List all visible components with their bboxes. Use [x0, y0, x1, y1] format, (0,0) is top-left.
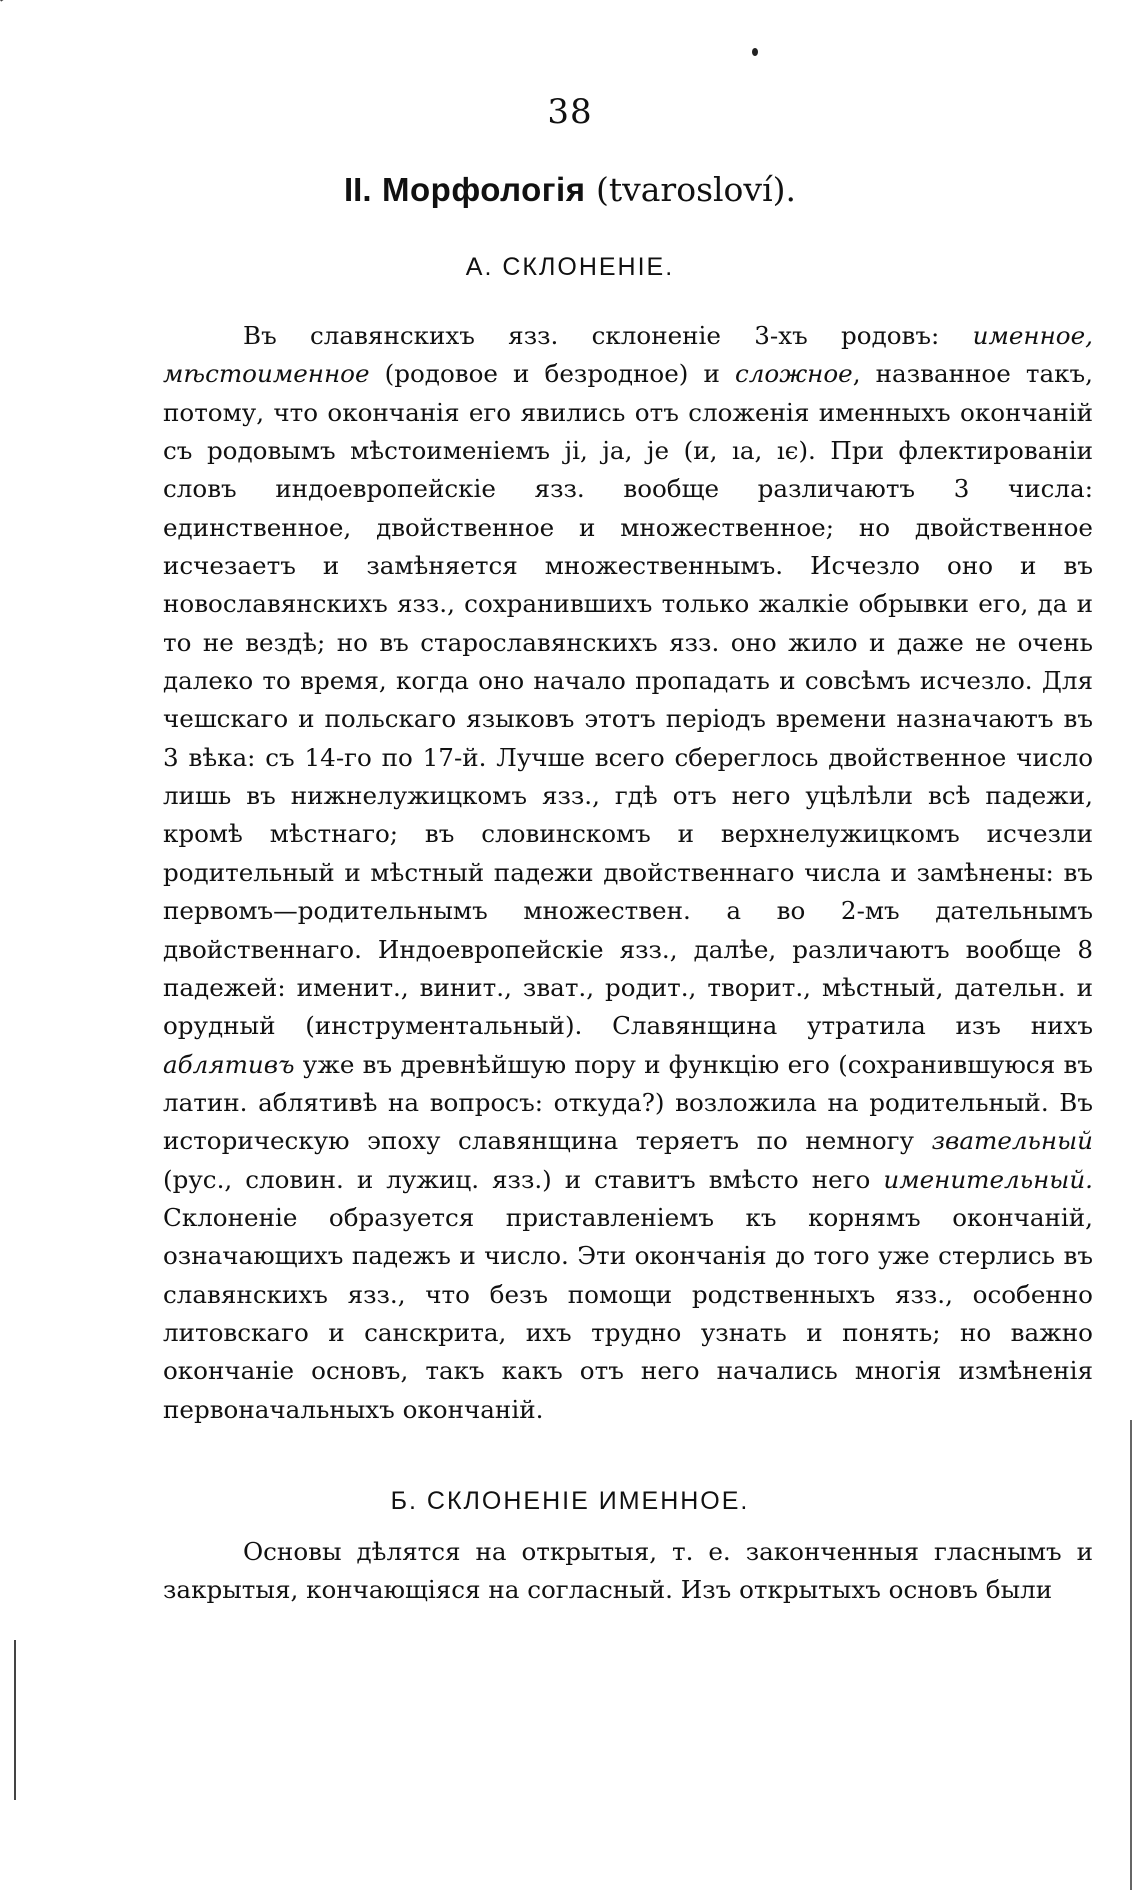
text-run: (родовое и безродное) и [369, 359, 735, 389]
italic-term: именное, мѣстоименное [163, 321, 1093, 389]
chapter-title [0, 170, 1140, 209]
italic-term: аблятивъ [163, 1049, 295, 1079]
section-heading-noun-declension: Б. СКЛОНЕНІЕ ИМЕННОЕ. [390, 1487, 750, 1515]
italic-term: сложное [734, 359, 853, 389]
text-run: уже въ древнѣйшую пору и функцію его (сохранившуюся въ латин. аблятивѣ на вопросъ: откуда?) возложила на родительный. Въ историческую эпоху славянщина теряетъ по немногу [163, 1049, 1093, 1156]
text-run: Основы дѣлятся на открытыя, т. е. законченныя гласнымъ и закрытыя, кончающіяся на согласный. Изъ открытыхъ основъ были [163, 1537, 1093, 1605]
paragraph-declension [163, 317, 1093, 1429]
ink-speck [752, 48, 758, 56]
section-heading-declension: А. СКЛОНЕНІЕ. [465, 253, 675, 281]
margin-line-right [1130, 1420, 1132, 1890]
chapter-name: Морфологія [382, 171, 586, 208]
corner-mark [0, 0, 19, 2]
text-run: Склоненіе образуется приставленіемъ къ корнямъ окончаній, означающихъ падежъ и число. Эти окончанія до того уже стерлись въ славянскихъ язз., что безъ помощи родственныхъ язз., особенно литовскаго и санскрита, ихъ трудно узнать и понять; но важно окончаніе основъ, такъ какъ отъ него начались многія измѣненія первоначальныхъ окончаній. [163, 1202, 1093, 1424]
text-run: (рус., словин. и лужиц. язз.) и ставитъ вмѣсто него [163, 1164, 884, 1194]
page-number: 38 [547, 92, 593, 132]
italic-term: именительный. [883, 1164, 1093, 1194]
italic-term: звательный [931, 1126, 1093, 1156]
text-run: Въ славянскихъ язз. склоненіе 3-хъ родовъ: [243, 321, 973, 350]
paragraph-noun-declension [163, 1533, 1093, 1610]
text-run: , названное такъ, потому, что окончанія его явились отъ сложенія именныхъ окончаній съ родовымъ мѣстоименіемъ ji, ja, je (и, ıа, ıє). При флектированіи словъ индоевропейскіе язз. вообще различаютъ 3 числа: единственное, двойственное и множественное; но двойственное исчезаетъ и замѣняется множественнымъ. Исчезло оно и въ новославянскихъ язз., сохранившихъ только жалкіе обрывки его, да и то не вездѣ; но въ старославянскихъ язз. оно жило и даже не очень далеко то время, когда оно начало пропадать и совсѣмъ исчезло. Для чешскаго и польскаго языковъ этотъ періодъ времени назначаютъ въ 3 вѣка: съ 14-го по 17-й. Лучше всего сберeглось двойственное число лишь въ нижнелужицкомъ язз., гдѣ отъ него уцѣлѣли всѣ падежи, кромѣ мѣстнаго; въ словинскомъ и верхнелужицкомъ исчезли родительный и мѣстный падежи двойственнаго числа и замѣнены: въ первомъ—родительнымъ множествен. а во 2-мъ дательнымъ двойственнаго. Индоевропейскіе язз., далѣе, различаютъ вообще 8 падежей: именит., винит., зват., родит., творит., мѣстный, дательн. и орудный (инструментальный). Славянщина утратила изъ нихъ [163, 359, 1093, 1041]
chapter-subtitle: (tvarosloví). [595, 170, 796, 209]
chapter-numeral: II. [344, 171, 372, 208]
margin-line [14, 1640, 16, 1800]
